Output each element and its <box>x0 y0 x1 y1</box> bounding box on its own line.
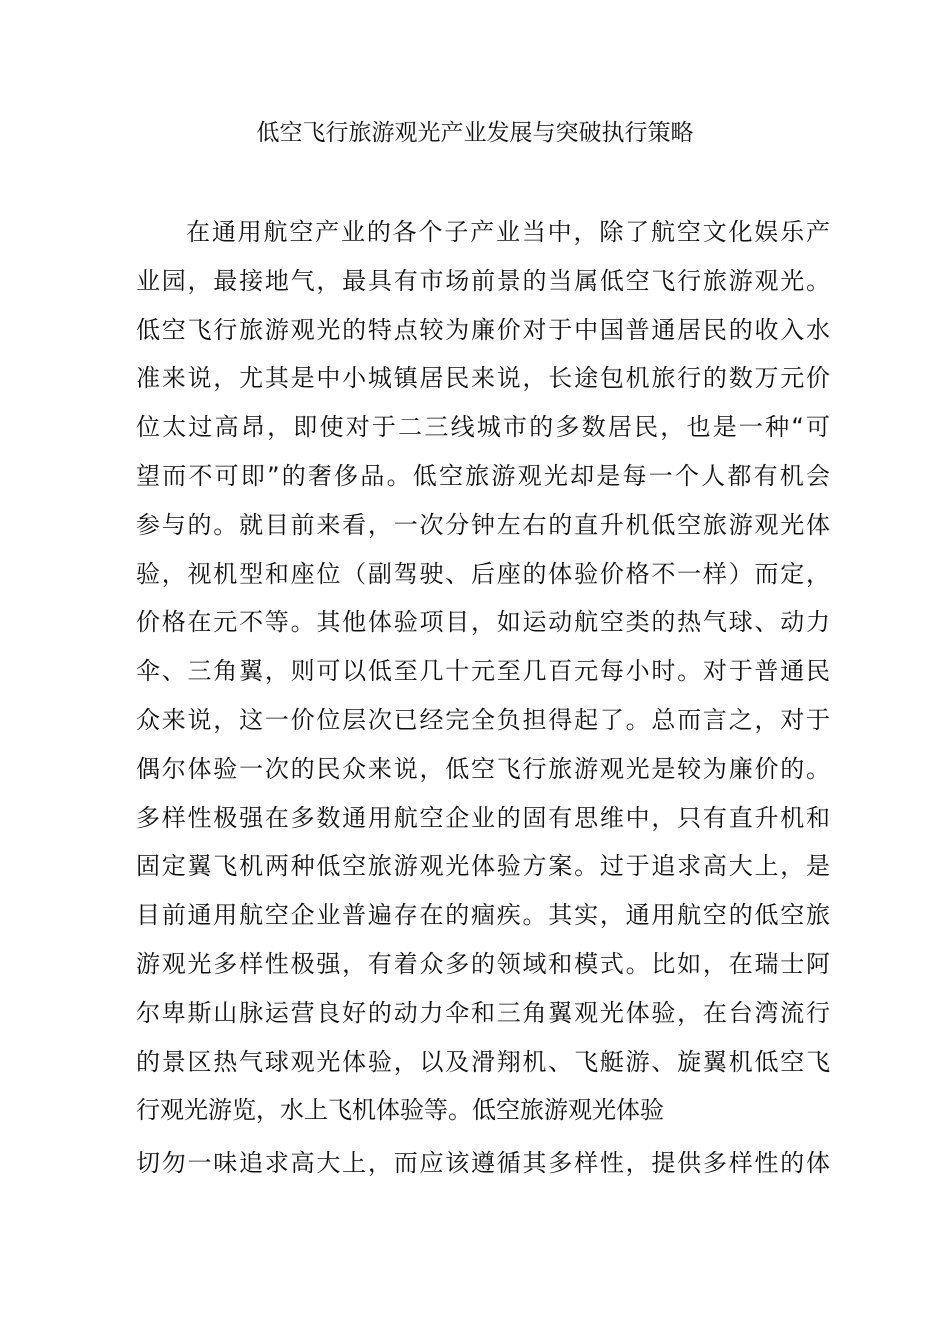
paragraph-line: 低空飞行旅游观光的特点较为廉价对于中国普通居民的收入水 <box>136 315 830 344</box>
paragraph-line: 伞、三角翼，则可以低至几十元至几百元每小时。对于普通民 <box>136 657 830 686</box>
body-paragraph <box>136 208 830 1135</box>
paragraph-line: 目前通用航空企业普遍存在的痼疾。其实，通用航空的低空旅 <box>136 901 830 930</box>
paragraph-line: 多样性极强在多数通用航空企业的固有思维中，只有直升机和 <box>136 803 830 832</box>
paragraph-line: 验，视机型和座位（副驾驶、后座的体验价格不一样）而定， <box>136 559 830 588</box>
paragraph-line: 业园，最接地气，最具有市场前景的当属低空飞行旅游观光。 <box>136 266 830 295</box>
paragraph-line: 众来说，这一价位层次已经完全负担得起了。总而言之，对于 <box>136 705 830 734</box>
document-title: 低空飞行旅游观光产业发展与突破执行策略 <box>256 120 694 146</box>
paragraph-line: 参与的。就目前来看，一次分钟左右的直升机低空旅游观光体 <box>136 510 830 539</box>
paragraph-line: 游观光多样性极强，有着众多的领域和模式。比如，在瑞士阿 <box>136 949 830 978</box>
paragraph-line: 固定翼飞机两种低空旅游观光体验方案。过于追求高大上，是 <box>136 852 830 881</box>
paragraph-line: 望而不可即”的奢侈品。低空旅游观光却是每一个人都有机会 <box>136 461 830 490</box>
paragraph-line: 尔卑斯山脉运营良好的动力伞和三角翼观光体验，在台湾流行 <box>136 998 830 1027</box>
paragraph-line: 位太过高昂，即使对于二三线城市的多数居民，也是一种“可 <box>136 413 830 442</box>
paragraph-line: 在通用航空产业的各个子产业当中，除了航空文化娱乐产 <box>186 218 830 246</box>
paragraph-tail-line: 切勿一味追求高大上，而应该遵循其多样性，提供多样性的体 <box>136 1149 830 1177</box>
paragraph-line: 准来说，尤其是中小城镇居民来说，长途包机旅行的数万元价 <box>136 364 830 393</box>
paragraph-line: 价格在元不等。其他体验项目，如运动航空类的热气球、动力 <box>136 608 830 637</box>
paragraph-line: 偶尔体验一次的民众来说，低空飞行旅游观光是较为廉价的。 <box>136 754 830 783</box>
paragraph-line: 行观光游览，水上飞机体验等。低空旅游观光体验 <box>136 1096 664 1125</box>
paragraph-line: 的景区热气球观光体验，以及滑翔机、飞艇游、旋翼机低空飞 <box>136 1047 830 1076</box>
